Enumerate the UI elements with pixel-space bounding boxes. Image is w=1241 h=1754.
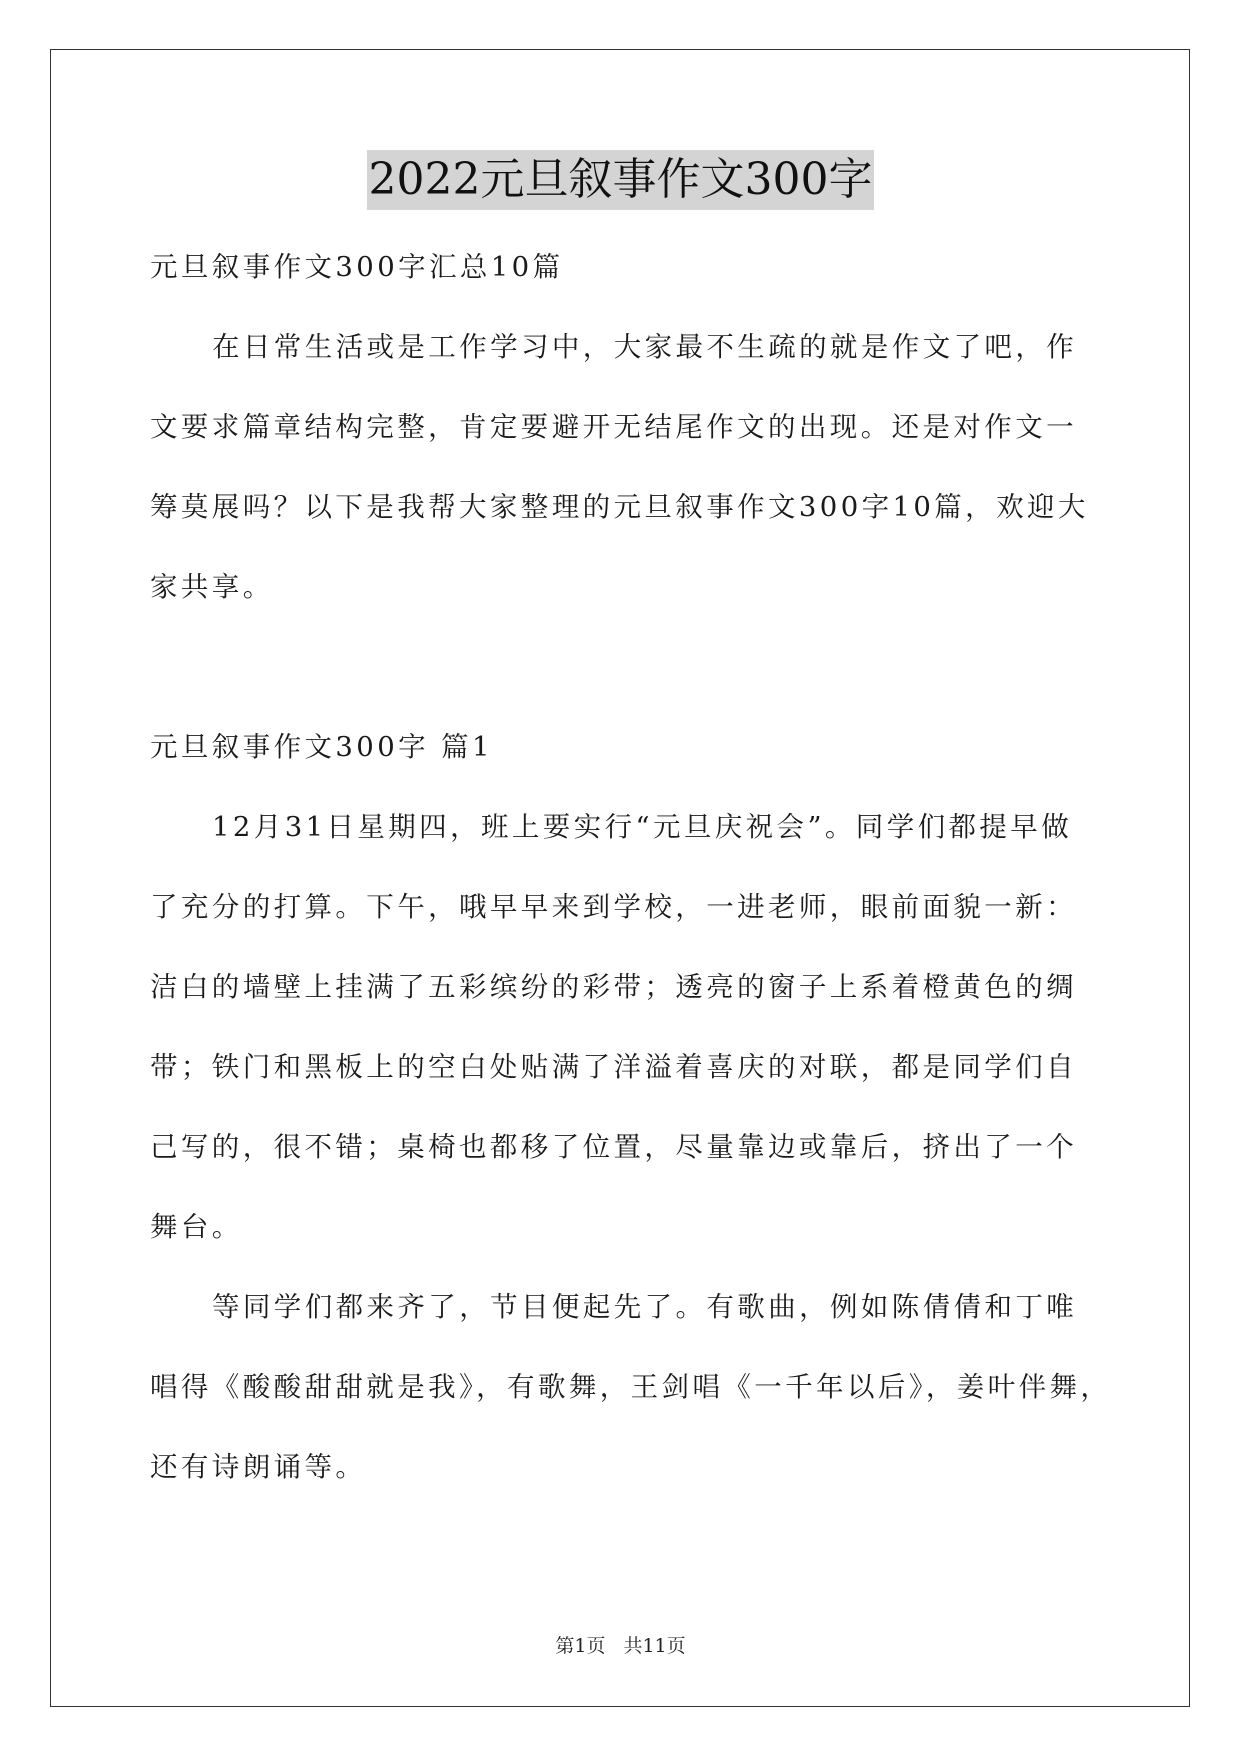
page-footer bbox=[0, 1634, 1241, 1658]
title-wrap bbox=[0, 150, 1241, 210]
paragraph-line: 唱得《酸酸甜甜就是我》，有歌舞，王剑唱《一千年以后》，姜叶伴舞， bbox=[150, 1371, 1112, 1403]
intro-line: 家共享。 bbox=[150, 571, 274, 603]
paragraph-line: 了充分的打算。下午，哦早早来到学校，一进老师，眼前面貌一新： bbox=[150, 891, 1077, 923]
paragraph-line: 等同学们都来齐了，节目便起先了。有歌曲，例如陈倩倩和丁唯 bbox=[212, 1291, 1078, 1323]
paragraph-line: 舞台。 bbox=[150, 1211, 243, 1243]
paragraph-line: 12月31日星期四，班上要实行“元旦庆祝会”。同学们都提早做 bbox=[212, 811, 1073, 843]
blank-line bbox=[150, 627, 1090, 707]
paragraph-line: 己写的，很不错；桌椅也都移了位置，尽量靠边或靠后，挤出了一个 bbox=[150, 1131, 1077, 1163]
intro-line: 在日常生活或是工作学习中，大家最不生疏的就是作文了吧，作 bbox=[212, 331, 1078, 363]
document-title: 2022元旦叙事作文300字 bbox=[367, 150, 875, 210]
paragraph-line: 还有诗朗诵等。 bbox=[150, 1451, 367, 1483]
page-number: 第1页 bbox=[555, 1635, 606, 1657]
page-total: 共11页 bbox=[623, 1635, 686, 1657]
section-heading: 元旦叙事作文300字 篇1 bbox=[150, 731, 493, 763]
intro-line: 文要求篇章结构完整，肯定要避开无结尾作文的出现。还是对作文一 bbox=[150, 411, 1077, 443]
document-body bbox=[150, 227, 1112, 1507]
document-subtitle: 元旦叙事作文300字汇总10篇 bbox=[150, 251, 564, 283]
paragraph-line: 洁白的墙壁上挂满了五彩缤纷的彩带；透亮的窗子上系着橙黄色的绸 bbox=[150, 971, 1077, 1003]
paragraph-line: 带；铁门和黑板上的空白处贴满了洋溢着喜庆的对联，都是同学们自 bbox=[150, 1051, 1077, 1083]
intro-line: 筹莫展吗？以下是我帮大家整理的元旦叙事作文300字10篇，欢迎大 bbox=[150, 491, 1089, 523]
